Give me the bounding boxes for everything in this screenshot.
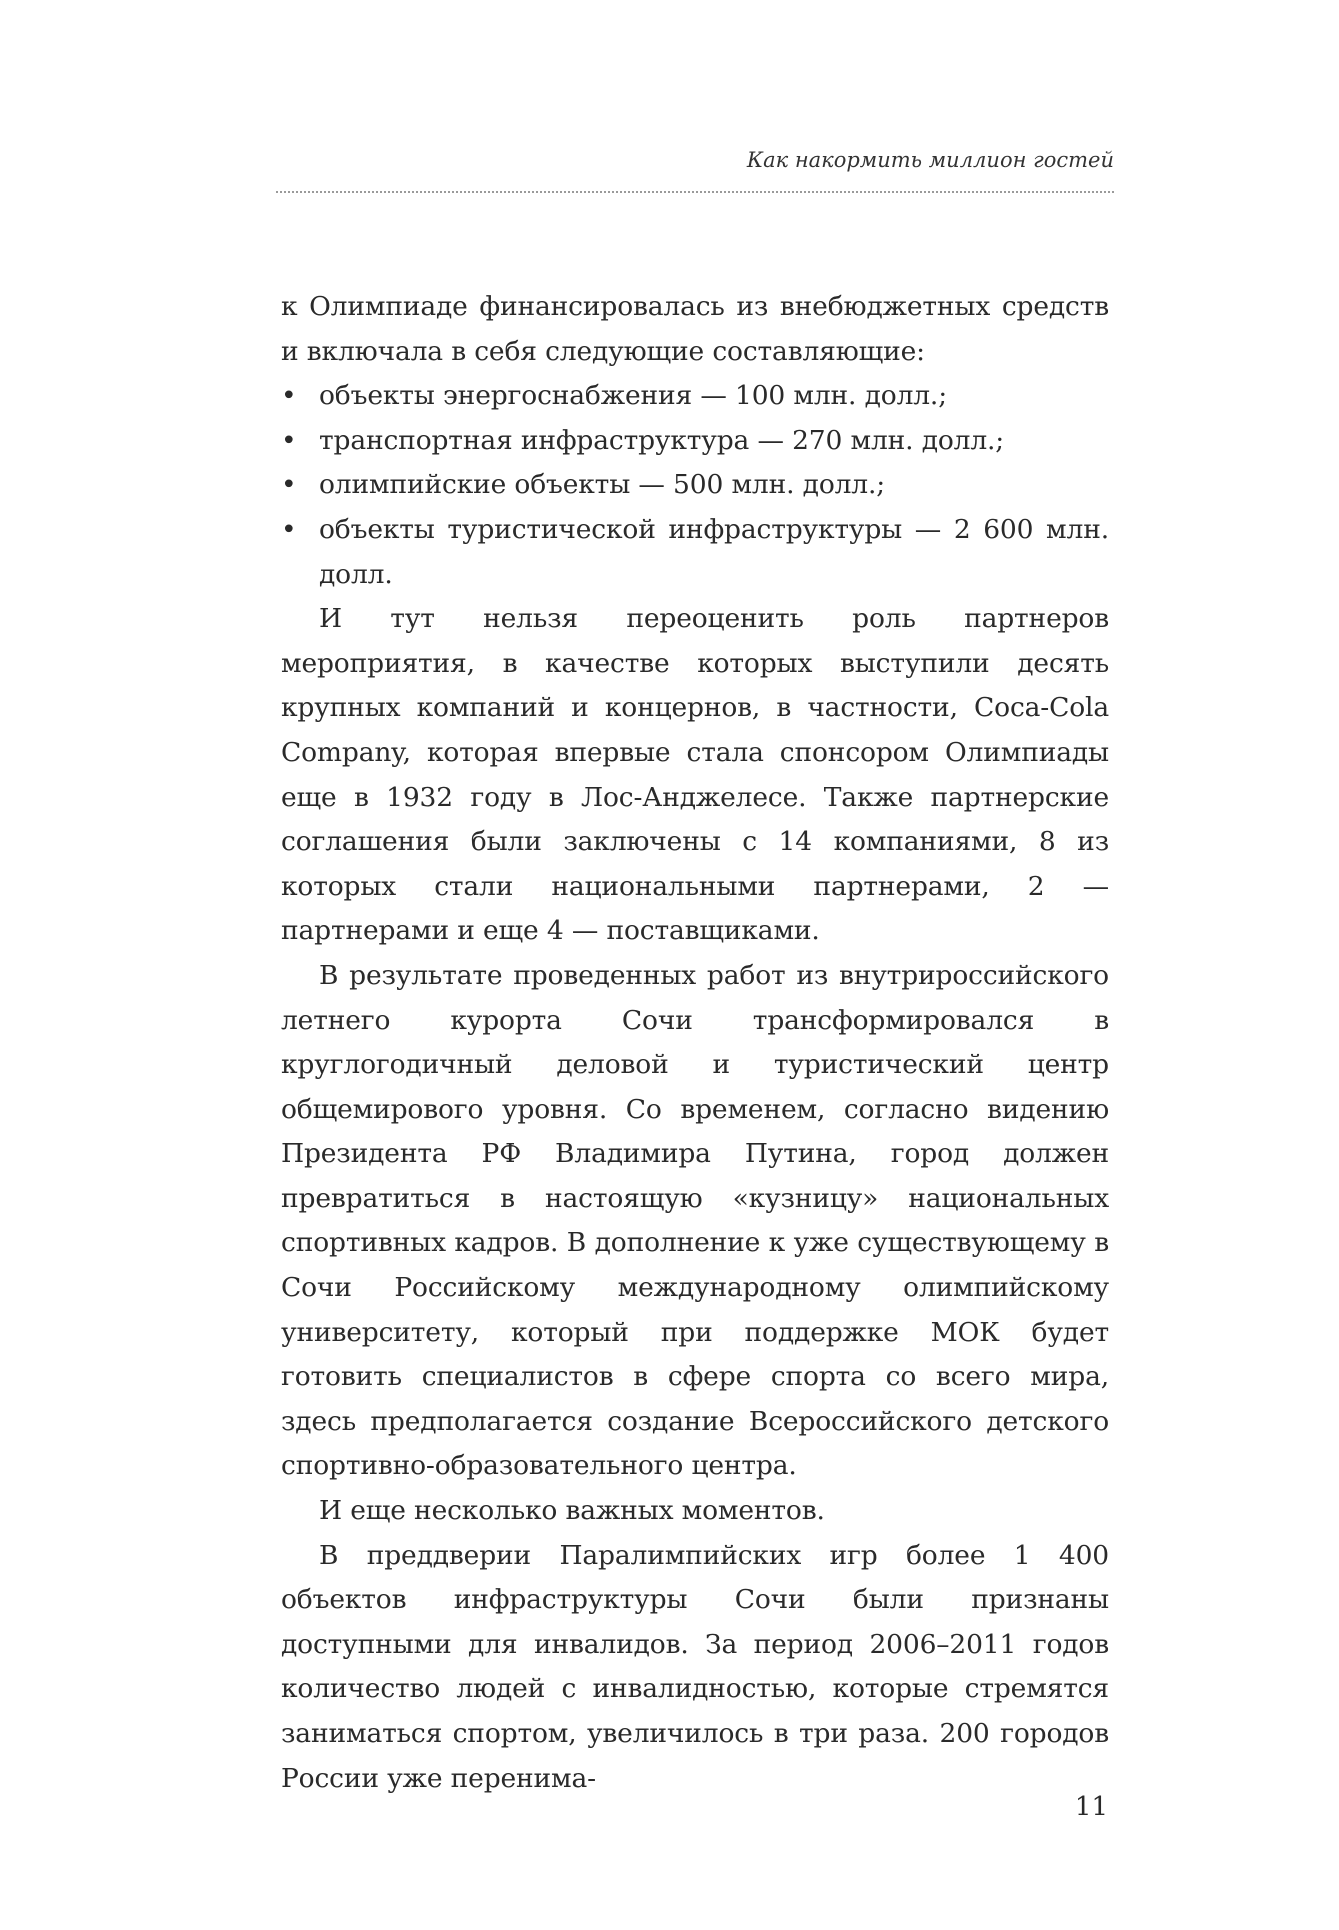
- list-item: [281, 419, 1109, 464]
- bullet-icon: •: [281, 380, 297, 412]
- header-dotted-rule: [276, 191, 1114, 193]
- list-item-text: олимпийские объекты — 500 млн. долл.;: [319, 469, 886, 501]
- page-number: 11: [1074, 1792, 1108, 1822]
- body-paragraph: И тут нельзя переоценить роль партнеров мероприятия, в качестве которых выступили десять крупных компаний и концернов, в частности, Coca-Cola Company, которая впервые стала спонсором Олимпиады еще в 1932 году в Лос-Анджелесе. Также партнерские соглашения были заключены с 14 компаниями, 8 из которых стали национальными партнерами, 2 — партнерами и еще 4 — поставщиками.: [281, 603, 1109, 947]
- list-item-text: объекты туристической инфраструктуры — 2 600 млн. долл.: [319, 513, 1109, 590]
- list-item: [281, 508, 1109, 597]
- body-paragraph: В результате проведенных работ из внутрироссийского летнего курорта Сочи трансформировался в круглогодичный деловой и туристический центр общемирового уровня. Со временем, согласно видению Президента РФ Владимира Путина, город должен превратиться в настоящую «кузницу» национальных спортивных кадров. В дополнение к уже существующему в Сочи Российскому международному олимпийскому университету, который при поддержке МОК будет готовить специалистов в сфере спорта со всего мира, здесь предполагается создание Всероссийского детского спортивно-образовательного центра.: [281, 959, 1109, 1482]
- cost-list: [281, 374, 1109, 597]
- bullet-icon: •: [281, 513, 297, 545]
- bullet-icon: •: [281, 424, 297, 456]
- list-item: [281, 374, 1109, 419]
- bullet-icon: •: [281, 469, 297, 501]
- body-paragraph: И еще несколько важных моментов.: [319, 1495, 825, 1527]
- page-body: [281, 285, 1109, 1801]
- list-item-text: объекты энергоснабжения — 100 млн. долл.;: [319, 380, 947, 412]
- intro-paragraph: к Олимпиаде финансировалась из внебюджетных средств и включала в себя следующие составляющие:: [281, 291, 1109, 367]
- list-item-text: транспортная инфраструктура — 270 млн. долл.;: [319, 424, 1005, 456]
- body-paragraph: В преддверии Паралимпийских игр более 1 400 объектов инфраструктуры Сочи были признаны доступными для инвалидов. За период 2006–2011 годов количество людей с инвалидностью, которые стремятся заниматься спортом, увеличилось в три раза. 200 городов России уже перенима-: [281, 1539, 1109, 1794]
- running-header-title: Как накормить миллион гостей: [746, 148, 1114, 172]
- list-item: [281, 463, 1109, 508]
